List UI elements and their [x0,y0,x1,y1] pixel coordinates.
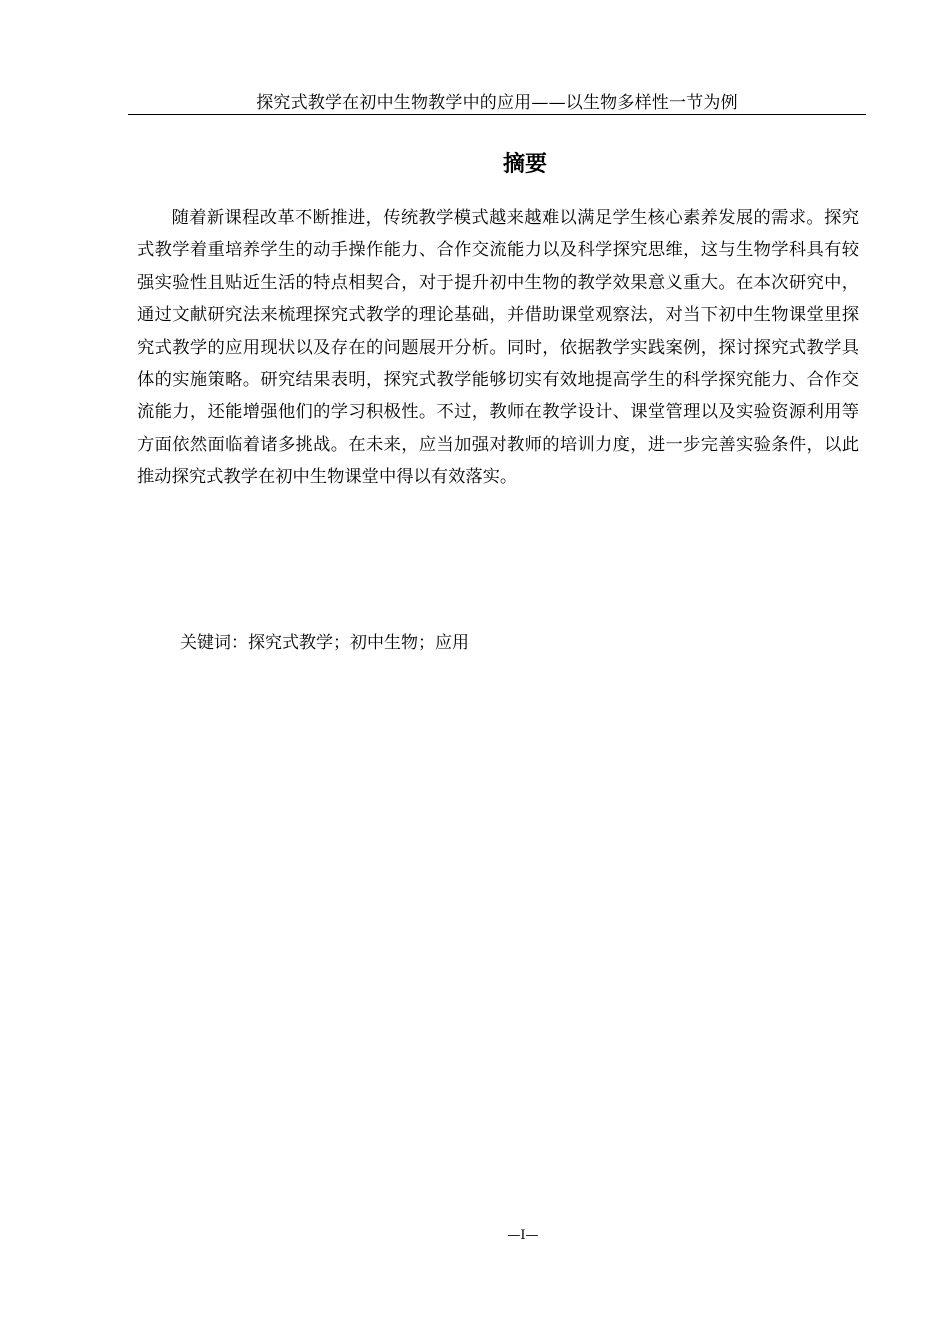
running-header: 探究式教学在初中生物教学中的应用——以生物多样性一节为例 [256,93,738,113]
abstract-title: 摘要 [502,152,547,177]
page-number: —I— [507,1228,539,1243]
header-divider [128,114,866,115]
abstract-body: 随着新课程改革不断推进，传统教学模式越来越难以满足学生核心素养发展的需求。探究式教学着重培养学生的动手操作能力、合作交流能力以及科学探究思维，这与生物学科具有较强实验性且贴近生活的特点相契合，对于提升初中生物的教学效果意义重大。在本次研究中，通过文献研究法来梳理探究式教学的理论基础，并借助课堂观察法，对当下初中生物课堂里探究式教学的应用现状以及存在的问题展开分析。同时，依据教学实践案例，探讨探究式教学具体的实施策略。研究结果表明，探究式教学能够切实有效地提高学生的科学探究能力、合作交流能力，还能增强他们的学习积极性。不过，教师在教学设计、课堂管理以及实验资源利用等方面依然面临着诸多挑战。在未来，应当加强对教师的培训力度，进一步完善实验条件，以此推动探究式教学在初中生物课堂中得以有效落实。 [137,208,859,488]
keywords-line: 关键词：探究式教学；初中生物；应用 [180,633,469,653]
